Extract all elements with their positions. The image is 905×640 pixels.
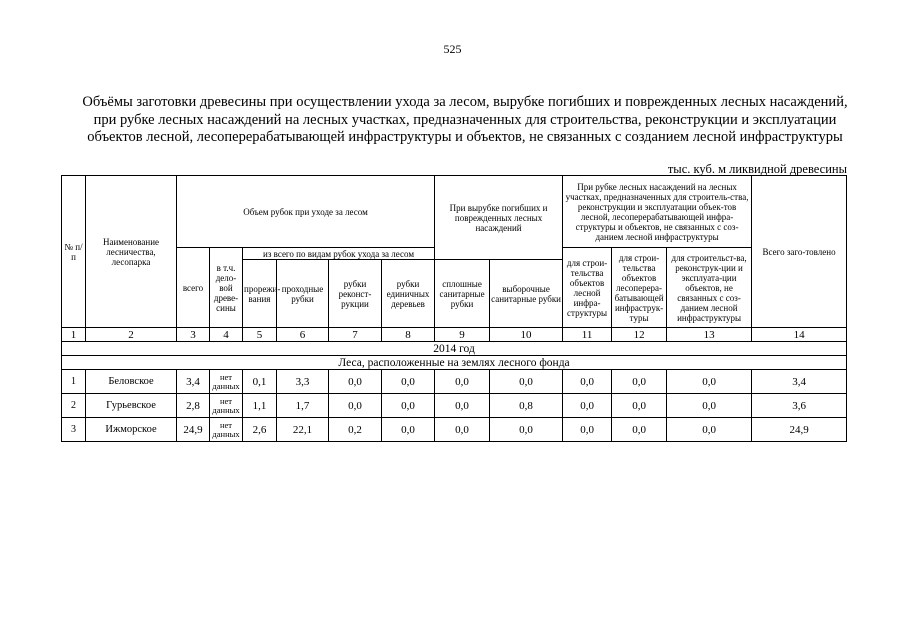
cell-value: 2,6 xyxy=(243,418,277,442)
header-dead-group: При вырубке погибших и поврежденных лесных насаждений xyxy=(435,176,563,260)
cell-value: 0,0 xyxy=(435,418,490,442)
header-c12: для строи-тельства объектов лесоперера-батывающей инфраструк-туры xyxy=(612,248,667,328)
cell-value: нет данных xyxy=(210,394,243,418)
column-number: 3 xyxy=(177,328,210,342)
column-number: 14 xyxy=(752,328,847,342)
cell-value: 2,8 xyxy=(177,394,210,418)
cell-value: 0,0 xyxy=(612,394,667,418)
column-number: 6 xyxy=(277,328,329,342)
cell-value: 22,1 xyxy=(277,418,329,442)
header-c13: для строительст-ва, реконструк-ции и эксплуата-ции объектов, не связанных с соз-данием лесной инфраструктуры xyxy=(667,248,752,328)
cell-value: 0,0 xyxy=(382,394,435,418)
column-number-row xyxy=(62,328,847,342)
year-label: 2014 год xyxy=(62,342,847,356)
cell-value: 0,1 xyxy=(243,370,277,394)
row-number: 3 xyxy=(62,418,86,442)
header-passage: проходные рубки xyxy=(277,260,329,328)
cell-value: нет данных xyxy=(210,370,243,394)
column-number: 5 xyxy=(243,328,277,342)
cell-value: 0,0 xyxy=(435,370,490,394)
cell-value: 24,9 xyxy=(177,418,210,442)
row-number: 2 xyxy=(62,394,86,418)
cell-value: 24,9 xyxy=(752,418,847,442)
cell-value: 0,0 xyxy=(563,394,612,418)
cell-value: 0,0 xyxy=(667,370,752,394)
header-no: № п/п xyxy=(62,176,86,328)
forestry-name: Ижморское xyxy=(86,418,177,442)
harvest-table xyxy=(61,175,847,442)
header-solid-sanitary: сплошные санитарные рубки xyxy=(435,260,490,328)
column-number: 13 xyxy=(667,328,752,342)
cell-value: нет данных xyxy=(210,418,243,442)
header-incl-wood: в т.ч. дело-вой древе-сины xyxy=(210,248,243,328)
forestry-name: Беловское xyxy=(86,370,177,394)
cell-value: 0,0 xyxy=(329,370,382,394)
column-number: 9 xyxy=(435,328,490,342)
table-row xyxy=(62,394,847,418)
cell-value: 0,0 xyxy=(563,370,612,394)
header-selective-sanitary: выборочные санитарные рубки xyxy=(490,260,563,328)
column-number: 8 xyxy=(382,328,435,342)
cell-value: 0,0 xyxy=(667,418,752,442)
cell-value: 0,0 xyxy=(435,394,490,418)
header-grand-total: Всего заго-товлено xyxy=(752,176,847,328)
column-number: 2 xyxy=(86,328,177,342)
column-number: 11 xyxy=(563,328,612,342)
header-c11: для строи-тельства объектов лесной инфра-структуры xyxy=(563,248,612,328)
table-row xyxy=(62,418,847,442)
page-number: 525 xyxy=(443,42,462,56)
cell-value: 0,0 xyxy=(382,418,435,442)
column-number: 10 xyxy=(490,328,563,342)
cell-value: 1,7 xyxy=(277,394,329,418)
column-number: 12 xyxy=(612,328,667,342)
cell-value: 3,3 xyxy=(277,370,329,394)
header-reconstruction: рубки реконст-рукции xyxy=(329,260,382,328)
column-number: 1 xyxy=(62,328,86,342)
row-number: 1 xyxy=(62,370,86,394)
cell-value: 3,6 xyxy=(752,394,847,418)
section-label: Леса, расположенные на землях лесного фонда xyxy=(62,356,847,370)
cell-value: 3,4 xyxy=(752,370,847,394)
cell-value: 0,0 xyxy=(667,394,752,418)
cell-value: 0,0 xyxy=(563,418,612,442)
cell-value: 1,1 xyxy=(243,394,277,418)
forestry-name: Гурьевское xyxy=(86,394,177,418)
header-care-group: Объем рубок при уходе за лесом xyxy=(177,176,435,248)
cell-value: 3,4 xyxy=(177,370,210,394)
header-total: всего xyxy=(177,248,210,328)
header-construction-group: При рубке лесных насаждений на лесных участках, предназначенных для строитель-ства, реконструкции и эксплуатации объек-тов лесной, лесоперерабатывающей инфра-структуры и объектов, не связанных с соз-данием лесной инфраструктуры xyxy=(563,176,752,248)
table-row xyxy=(62,370,847,394)
document-title: Объёмы заготовки древесины при осуществлении ухода за лесом, вырубке погибших и поврежденных лесных насаждений, при рубке лесных насаждений на лесных участках, предназначенных для строительства, реконструкции и эксплуатации объектов лесной, лесоперерабатывающей инфраструктуры и объектов, не связанных с созданием лесной инфраструктуры xyxy=(82,94,848,145)
units-label: тыс. куб. м ликвидной древесины xyxy=(667,162,847,176)
header-single-trees: рубки единичных деревьев xyxy=(382,260,435,328)
header-thinning: прорежи-вания xyxy=(243,260,277,328)
cell-value: 0,0 xyxy=(612,370,667,394)
cell-value: 0,0 xyxy=(612,418,667,442)
cell-value: 0,0 xyxy=(382,370,435,394)
header-name: Наименование лесничества, лесопарка xyxy=(86,176,177,328)
cell-value: 0,8 xyxy=(490,394,563,418)
header-by-type: из всего по видам рубок ухода за лесом xyxy=(243,248,435,260)
cell-value: 0,0 xyxy=(490,418,563,442)
cell-value: 0,0 xyxy=(490,370,563,394)
column-number: 4 xyxy=(210,328,243,342)
cell-value: 0,2 xyxy=(329,418,382,442)
column-number: 7 xyxy=(329,328,382,342)
cell-value: 0,0 xyxy=(329,394,382,418)
